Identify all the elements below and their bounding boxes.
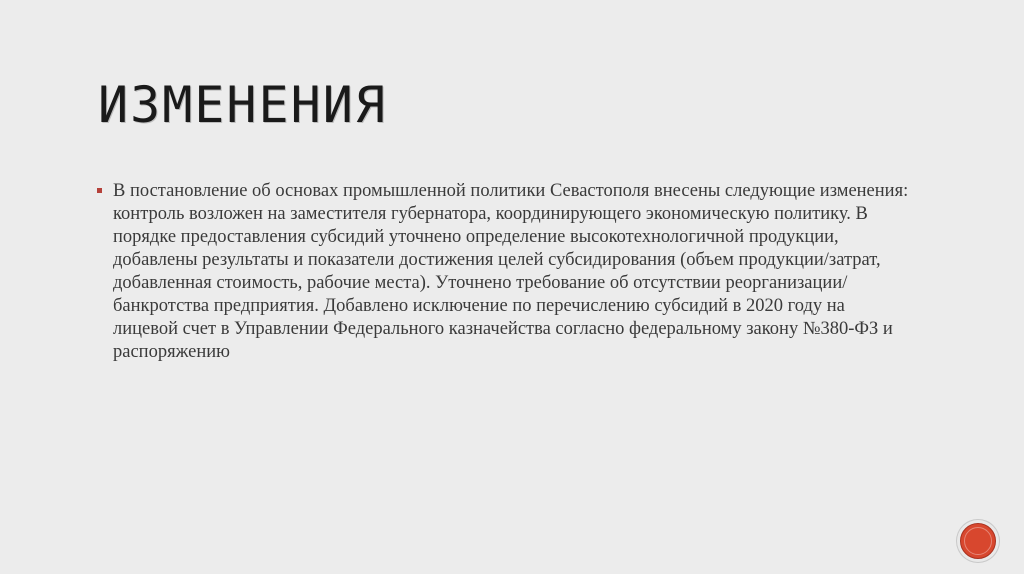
square-bullet-icon	[97, 188, 102, 193]
slide-content	[97, 180, 937, 364]
nav-button-ring	[964, 527, 992, 555]
next-slide-button[interactable]	[960, 523, 996, 559]
bullet-item	[97, 180, 937, 364]
bullet-text: В постановление об основах промышленной политики Севастополя внесены следующие изменения: контроль возложен на заместителя губернатора, координирующего экономическую политику. В порядке предоставления субсидий уточнено определение высокотехнологичной продукции, добавлены результаты и показатели достижения целей субсидирования (объем продукции/затрат, добавленная стоимость, рабочие места). Уточнено требование об отсутствии реорганизации/банкротства предприятия. Добавлено исключение по перечислению субсидий в 2020 году на лицевой счет в Управлении Федерального казначейства согласно федеральному закону №380-ФЗ и распоряжению	[113, 181, 909, 362]
slide-title: ИЗМЕНЕНИЯ	[98, 76, 387, 134]
